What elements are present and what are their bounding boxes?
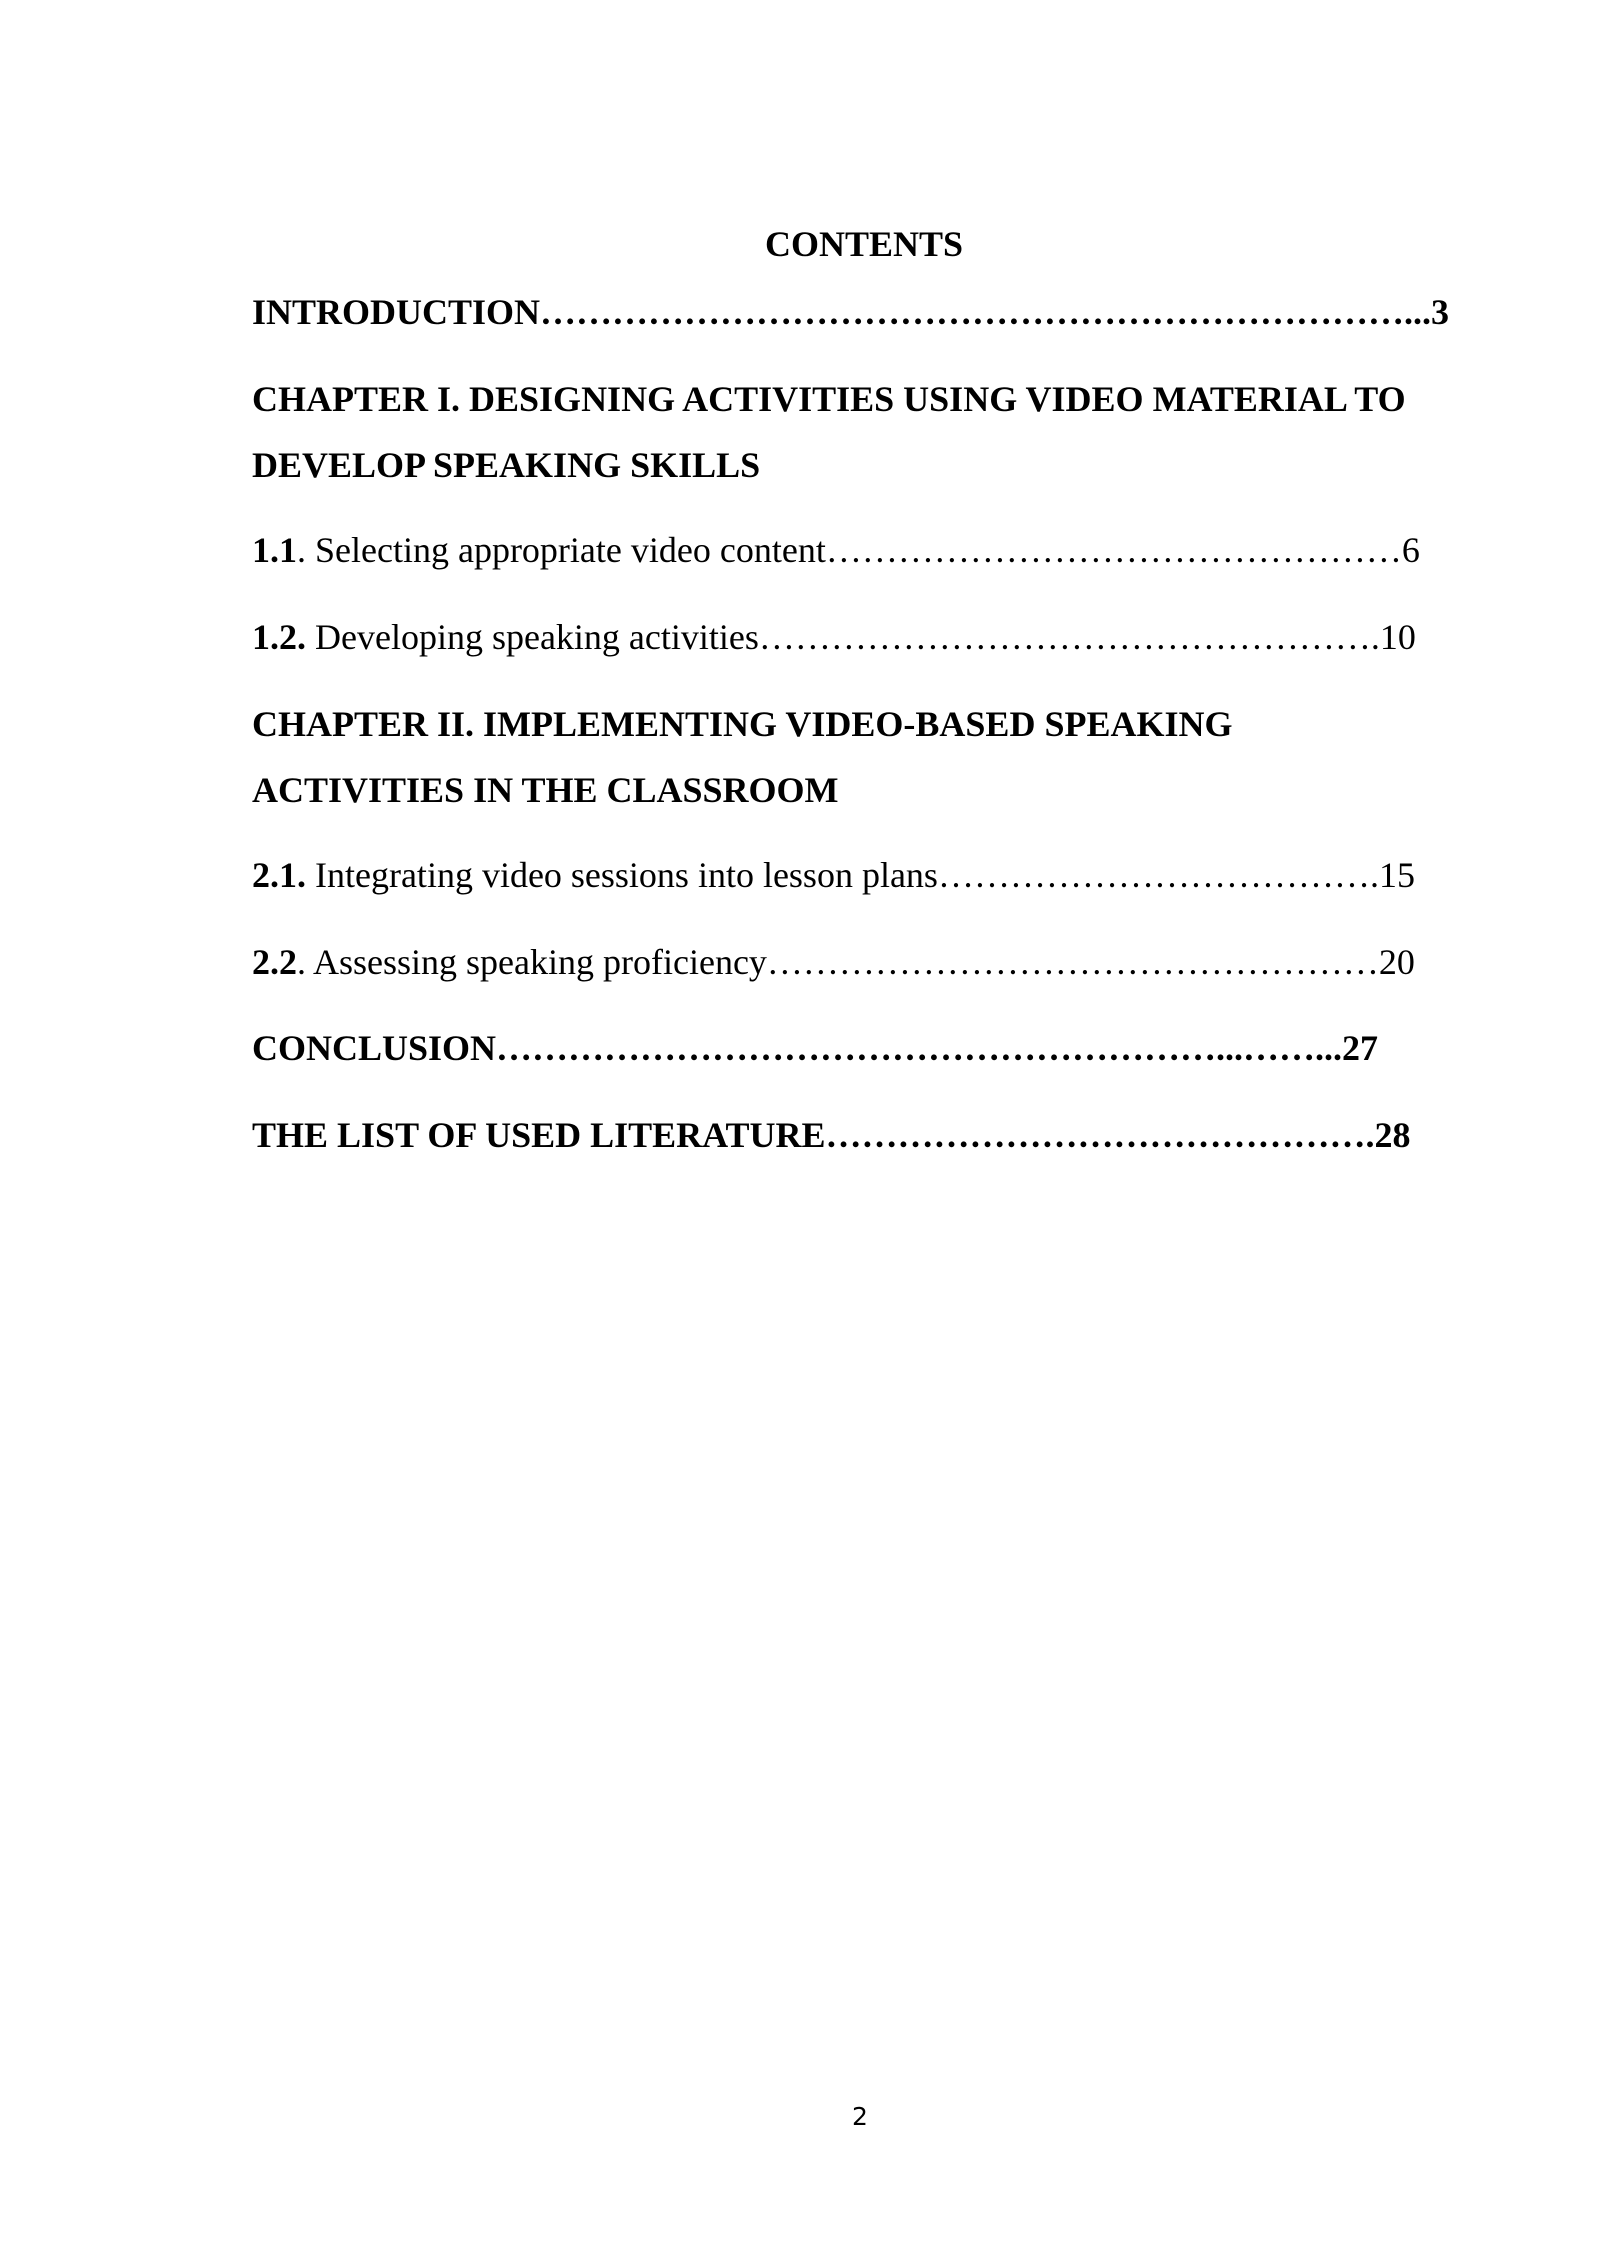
toc-entry-text: INTRODUCTION — [252, 292, 541, 332]
dot-leader: ………………………………. — [937, 855, 1379, 895]
section-number: 1.1 — [252, 530, 297, 570]
toc-entry-text: Developing speaking activities — [315, 617, 759, 657]
chapter-title-line: DEVELOP SPEAKING SKILLS — [252, 445, 761, 485]
dot-leader: ………………………………………………………………... — [540, 292, 1432, 332]
toc-page-number: 10 — [1379, 617, 1416, 657]
section-separator: . — [297, 942, 314, 982]
toc-page-number: 27 — [1342, 1028, 1379, 1068]
toc-entry-text: THE LIST OF USED LITERATURE — [252, 1115, 826, 1155]
toc-page-number: 20 — [1378, 942, 1415, 982]
toc-page-number: 15 — [1378, 855, 1415, 895]
chapter-title-line: ACTIVITIES IN THE CLASSROOM — [252, 770, 839, 810]
toc-entry-text: Assessing speaking proficiency — [313, 942, 767, 982]
page-number: 2 — [852, 2102, 868, 2131]
toc-page-number: 28 — [1374, 1115, 1411, 1155]
toc-entry-conclusion[interactable] — [252, 1026, 1482, 1070]
section-number: 1.2. — [252, 617, 306, 657]
section-separator — [306, 855, 315, 895]
section-separator: . — [297, 530, 315, 570]
toc-entry-section-2-2[interactable] — [252, 940, 1482, 984]
contents-heading: CONTENTS — [764, 224, 964, 264]
toc-entry-section-2-1[interactable] — [252, 853, 1482, 897]
dot-leader: …………………………………………… — [766, 942, 1379, 982]
toc-entry-text: Selecting appropriate video content — [315, 530, 826, 570]
toc-entry-section-1-1[interactable] — [252, 528, 1482, 572]
toc-entry-text: Integrating video sessions into lesson plans — [315, 855, 938, 895]
toc-entry-section-1-2[interactable] — [252, 615, 1482, 659]
section-number: 2.2 — [252, 942, 297, 982]
dot-leader: ………………………………………. — [825, 1115, 1375, 1155]
toc-page-number: 6 — [1401, 530, 1420, 570]
section-number: 2.1. — [252, 855, 306, 895]
dot-leader: ………………………………………… — [825, 530, 1402, 570]
toc-page-number: 3 — [1431, 292, 1450, 332]
chapter-title-line: CHAPTER II. IMPLEMENTING VIDEO-BASED SPEAKING — [252, 704, 1233, 744]
toc-chapter-2[interactable] — [252, 691, 1482, 823]
toc-chapter-1[interactable] — [252, 366, 1482, 498]
toc-entry-introduction[interactable] — [252, 290, 1482, 334]
dot-leader: ……………………………………………. — [758, 617, 1380, 657]
dot-leader: ……………………………………………………...……... — [496, 1028, 1343, 1068]
section-separator — [306, 617, 315, 657]
toc-entry-literature[interactable] — [252, 1113, 1482, 1157]
toc-entry-text: CONCLUSION — [252, 1028, 497, 1068]
chapter-title-line: CHAPTER I. DESIGNING ACTIVITIES USING VIDEO MATERIAL TO — [252, 379, 1406, 419]
